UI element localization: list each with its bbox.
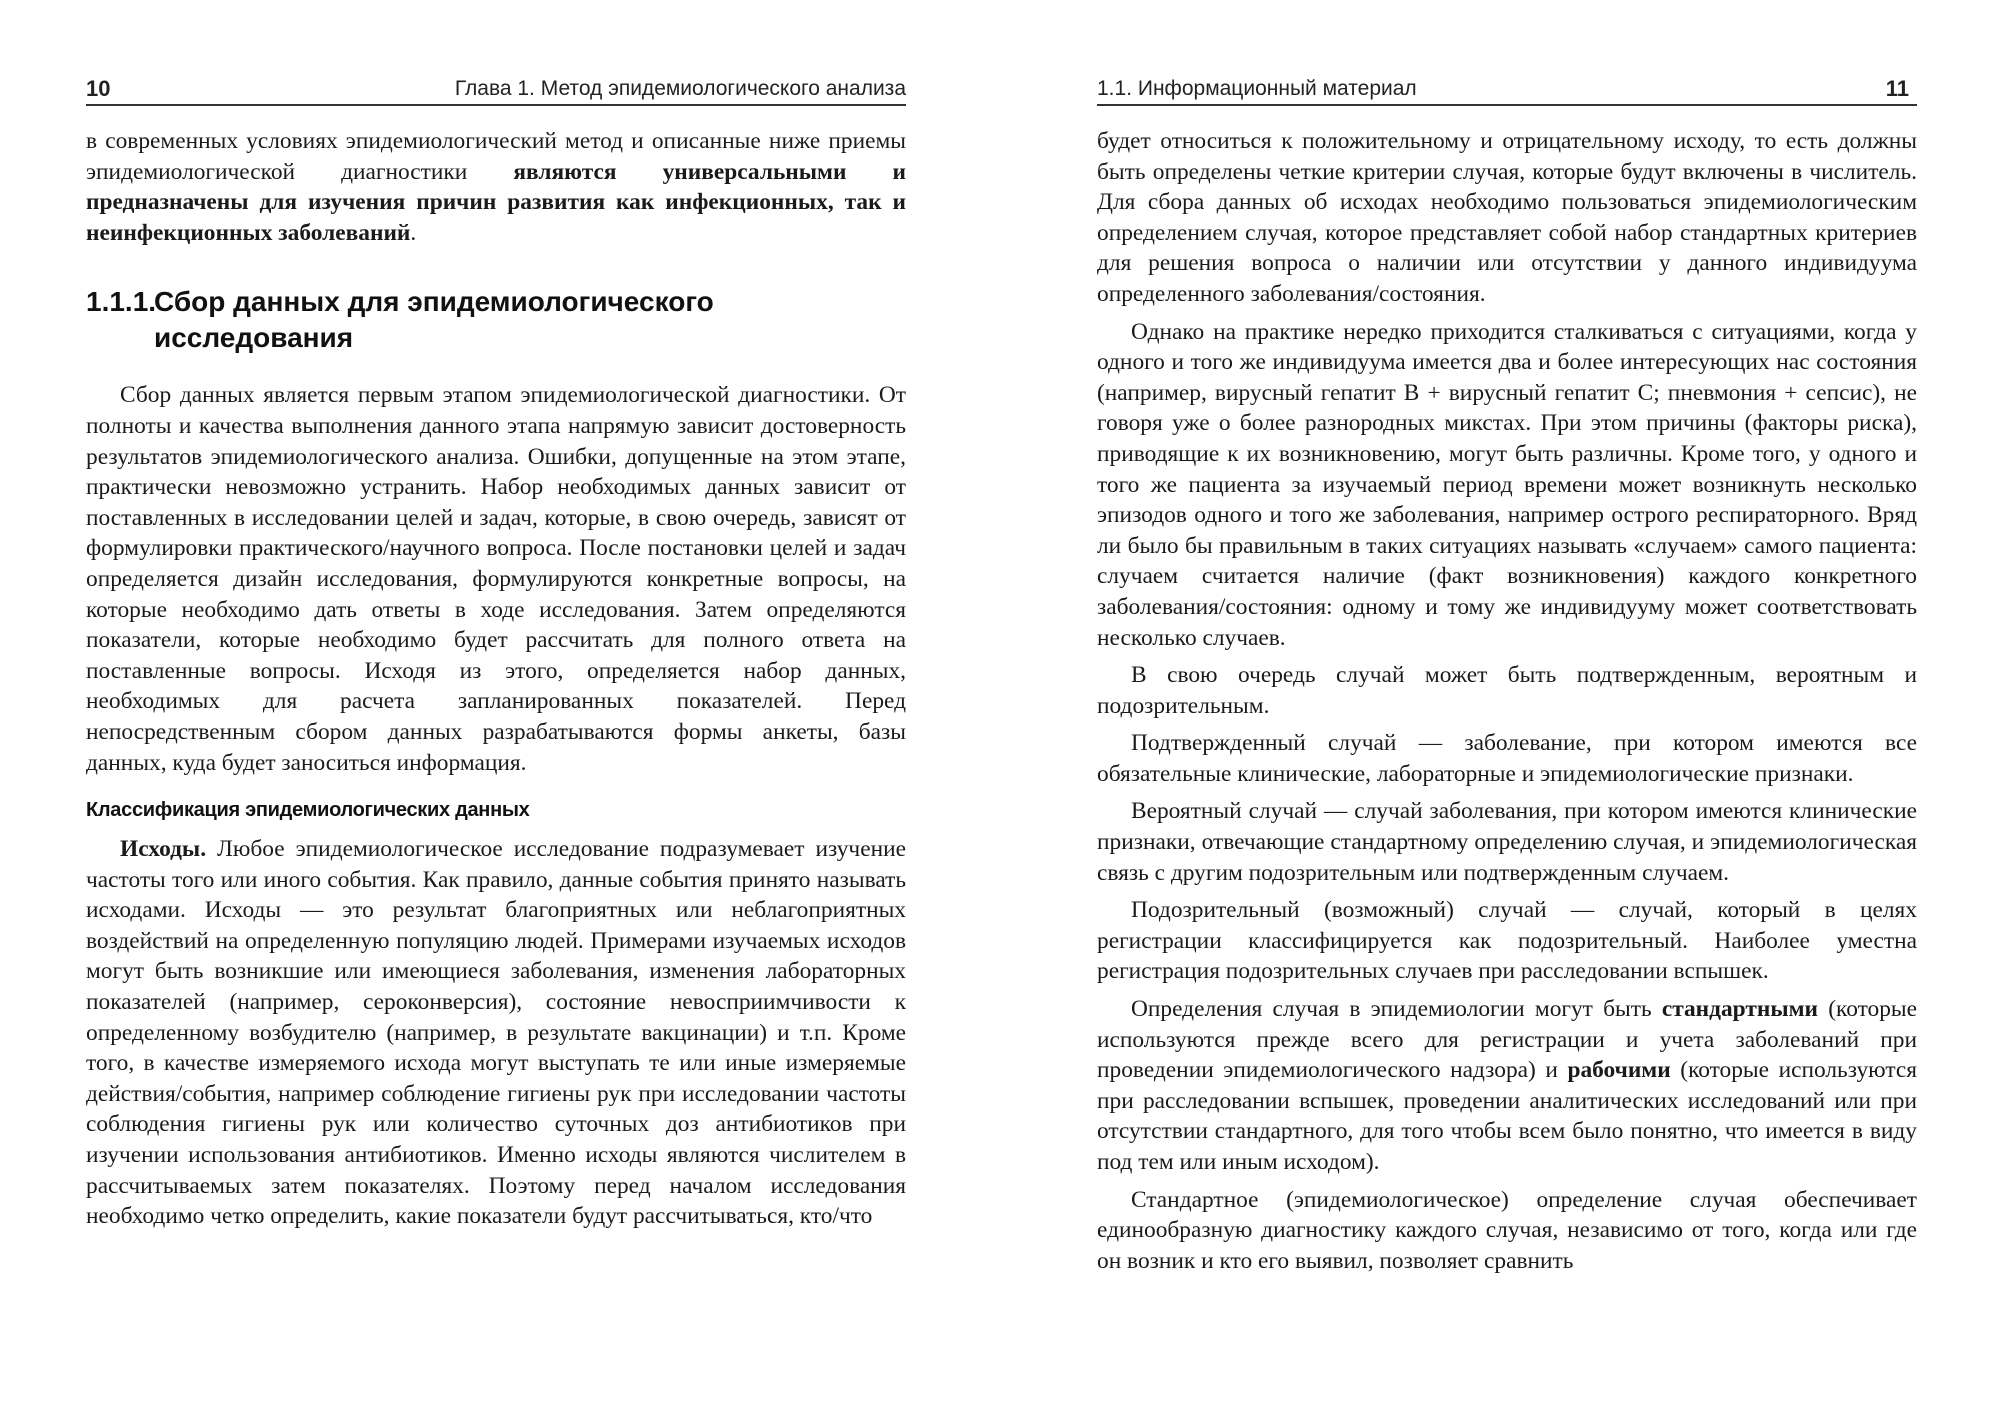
paragraph-text: (которые используются при расследовании вспышек, проведении аналитических исследований или при отсутствии стандартного, для того чтобы всем было понятно, что имеется в виду под тем или иным исходом). <box>1097 1057 1917 1175</box>
section-title-line2: исследования <box>154 322 354 354</box>
section-title-line1: Сбор данных для эпидемиологического <box>154 286 714 318</box>
paragraph-lead: Исходы. <box>120 836 207 863</box>
left-page <box>86 0 906 1406</box>
page-body <box>86 126 906 1232</box>
paragraph: будет относиться к положительному и отрицательному исходу, то есть должны быть определены четкие критерии случая, которые будут включены в числитель. Для сбора данных об исходах необходимо пользоваться эпидемиологическим определением случая, которое представляет собой набор стандартных критериев для решения вопроса о наличии или отсутствии у данного индивидуума определенного заболевания/состояния. <box>1097 128 1917 307</box>
paragraph: Вероятный случай — случай заболевания, при котором имеются клинические признаки, отвечающие стандартному определению случая, и эпидемиологическая связь с другим подозрительным или подтвержденным случаем. <box>1097 798 1917 886</box>
page-number: 11 <box>1885 76 1909 101</box>
subheading: Классификация эпидемиологических данных <box>86 799 530 822</box>
term-working: рабочими <box>1567 1057 1671 1084</box>
paragraph-text: (которые используются прежде всего для регистрации и учета заболеваний при проведении эпидемиологического надзора) и <box>1097 996 1917 1084</box>
paragraph: В свою очередь случай может быть подтвержденным, вероятным и подозрительным. <box>1097 662 1917 719</box>
paragraph: Подозрительный (возможный) случай — случай, который в целях регистрации классифицируется как подозрительный. Наиболее уместна регистрация подозрительных случаев при расследовании вспышек. <box>1097 897 1917 985</box>
section-heading <box>86 284 906 356</box>
paragraph: Однако на практике нередко приходится сталкиваться с ситуациями, когда у одного и того же индивидуума имеется два и более интересующих нас состояния (например, вирусный гепатит В + вирусный гепатит С; пневмония + сепсис), не говоря уже о более разнородных микстах. При этом причины (факторы риска), приводящие к их возникновению, могут быть различны. Кроме того, у одного и того же пациента за изучаемый период времени может возникнуть несколько эпизодов одного и того же заболевания, например острого респираторного. Вряд ли было бы правильным в таких ситуациях называть «случаем» самого пациента: случаем считается наличие (факт возникновения) каждого конкретного заболевания/состояния: одному и тому же индивидууму может соответствовать несколько случаев. <box>1097 318 1917 651</box>
running-head-title: Глава 1. Метод эпидемиологического анализа <box>454 77 906 100</box>
paragraph-text: Любое эпидемиологическое исследование подразумевает изучение частоты того или иного события. Как правило, данные события принято называть исходами. Исходы — это результат благоприятных или неблагоприятных воздействий на определенную популяцию людей. Примерами изучаемых исходов могут быть возникшие или имеющиеся заболевания, изменения лабораторных показателей (например, сероконверсия), состояние невосприимчивости к определенному возбудителю (например, в результате вакцинации) и т.п. Кроме того, в качестве измеряемого исхода могут выступать те или иные измеряемые действия/события, например соблюдение гигиены рук при исследовании частоты соблюдения гигиены рук или количество суточных доз антибиотиков при изучении использования антибиотиков. Именно исходы являются числителем в рассчитываемых затем показателях. Поэтому перед началом исследования необходимо четко определить, какие показатели будут рассчитываться, кто/что <box>86 836 906 1230</box>
intro-text: в современных условиях эпидемиологический метод и описанные ниже приемы эпидемиологической диагностики <box>86 128 906 185</box>
right-page <box>1097 0 1917 1406</box>
page-number: 10 <box>86 76 111 101</box>
paragraph <box>1097 994 1917 1178</box>
paragraph: Сбор данных является первым этапом эпидемиологической диагностики. От полноты и качества выполнения данного этапа напрямую зависит достоверность результатов эпидемиологического анализа. Ошибки, допущенные на этом этапе, практически невозможно устранить. Набор необходимых данных зависит от поставленных в исследовании целей и задач, которые, в свою очередь, зависят от формулировки практического/научного вопроса. После постановки целей и задач определяется дизайн исследования, формулируются конкретные вопросы, на которые необходимо дать ответы в ходе исследования. Затем определяются показатели, которые необходимо будет рассчитать для полного ответа на поставленные вопросы. Исходя из этого, определяется набор данных, необходимых для расчета запланированных показателей. Перед непосредственным сбором данных разрабатываются формы анкеты, базы данных, куда будет заноситься информация. <box>86 382 906 776</box>
running-head <box>1097 72 1917 106</box>
running-head <box>86 72 906 106</box>
running-head-title: 1.1. Информационный материал <box>1097 77 1417 100</box>
paragraph-text: Определения случая в эпидемиологии могут быть <box>1131 996 1662 1023</box>
paragraph: Подтвержденный случай — заболевание, при котором имеются все обязательные клинические, лабораторные и эпидемиологические признаки. <box>1097 730 1917 787</box>
page-body <box>1097 126 1917 1276</box>
paragraph: Стандартное (эпидемиологическое) определение случая обеспечивает единообразную диагностику каждого случая, независимо от того, когда или где он возник и кто его выявил, позволяет сравнить <box>1097 1186 1917 1274</box>
paragraph <box>86 834 906 1232</box>
intro-paragraph <box>86 126 906 248</box>
section-number: 1.1.1. <box>86 286 157 318</box>
term-standard: стандартными <box>1661 996 1819 1023</box>
intro-bold-text: являются универсальными и предназначены для изучения причин развития как инфекционных, так и неинфекционных заболеваний <box>86 158 906 246</box>
intro-end: . <box>410 219 417 246</box>
